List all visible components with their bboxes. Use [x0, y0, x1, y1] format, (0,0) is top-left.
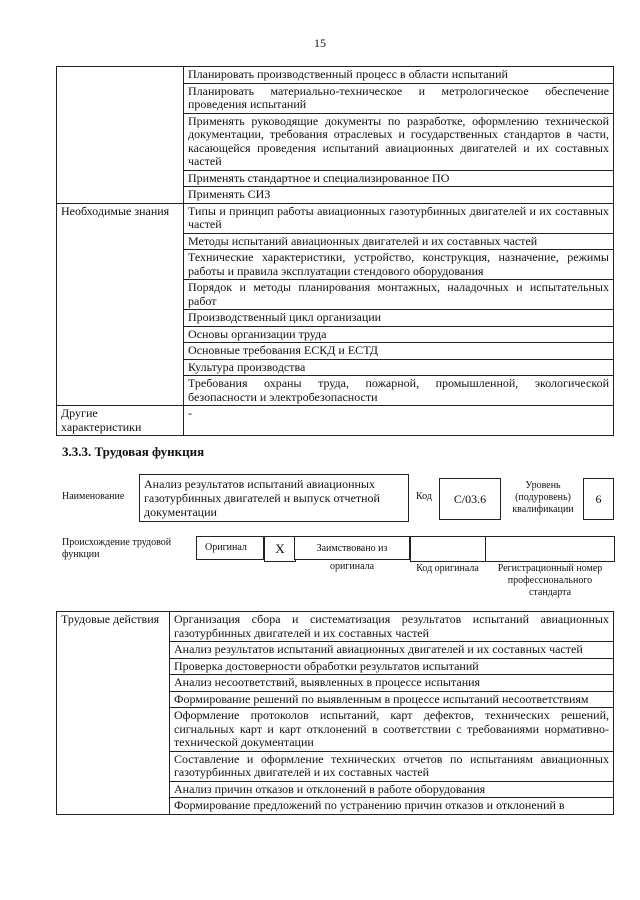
level-label: Уровень (подуровень) квалификации [512, 480, 574, 515]
table-cell: Применять руководящие документы по разработке, оформлению технической документации, требования отраслевых и государственных стандартов в части, касающейся проведения испытаний авиационных двигателей и их составных частей [184, 113, 614, 170]
name-label: Наименование [62, 491, 125, 502]
code-caption: Код оригинала [416, 563, 479, 574]
table-cell: Составление и оформление технических отчетов по испытаниям авиационных газотурбинных двигателей и их составных частей [170, 751, 614, 781]
table-cell: Проверка достоверности обработки результатов испытаний [170, 658, 614, 675]
original-label: Оригинал [205, 542, 247, 553]
table-cell: Планировать материально-техническое и метрологическое обеспечение проведения испытаний [184, 83, 614, 113]
reg-caption: Регистрационный номер профессионального стандарта [497, 563, 603, 598]
table-cell: Основные требования ЕСКД и ЕСТД [184, 343, 614, 360]
original-label-box [196, 536, 264, 560]
table-cell: Применять стандартное и специализированное ПО [184, 170, 614, 187]
level-value: 6 [583, 478, 614, 520]
table-cell: Анализ несоответствий, выявленных в процессе испытания [170, 675, 614, 692]
table-cell: Планировать производственный процесс в области испытаний [184, 67, 614, 84]
skills-knowledge-table [56, 66, 614, 436]
table-cell: Производственный цикл организации [184, 310, 614, 327]
table-cell: - [184, 406, 614, 436]
labor-actions-label: Трудовые действия [57, 612, 170, 815]
original-mark: X [264, 536, 296, 562]
table-label-cell [57, 67, 184, 204]
code-value: С/03.6 [439, 478, 501, 520]
borrowed-label: Заимствовано из оригинала [316, 543, 388, 572]
function-name-box [139, 474, 409, 522]
borrowed-box [294, 536, 410, 572]
table-cell: Формирование предложений по устранению причин отказов и отклонений в [170, 798, 614, 815]
table-cell: Применять СИЗ [184, 187, 614, 204]
function-name-value: Анализ результатов испытаний авиационных газотурбинных двигателей и выпуск отчетной документации [144, 477, 380, 519]
table-cell: Методы испытаний авиационных двигателей и их составных частей [184, 233, 614, 250]
table-cell: Типы и принцип работы авиационных газотурбинных двигателей и их составных частей [184, 203, 614, 233]
table-cell: Требования охраны труда, пожарной, промышленной, экологической безопасности и электробезопасности [184, 376, 614, 406]
table-cell: Формирование решений по выявленным в процессе испытаний несоответствиям [170, 691, 614, 708]
table-cell: Порядок и методы планирования монтажных, наладочных и испытательных работ [184, 280, 614, 310]
table-cell: Оформление протоколов испытаний, карт дефектов, технических решений, сигнальных карт и карт отклонений в соответствии с требованиями нормативно-технической документации [170, 708, 614, 752]
table-cell: Технические характеристики, устройство, конструкция, назначение, режимы работы и правила эксплуатации стендового оборудования [184, 250, 614, 280]
table-cell: Организация сбора и систематизация результатов испытаний авиационных газотурбинных двигателей и их составных частей [170, 612, 614, 642]
table-cell: Анализ причин отказов и отклонений в работе оборудования [170, 781, 614, 798]
reg-number-box [485, 536, 615, 562]
section-heading: 3.3.3. Трудовая функция [62, 444, 205, 459]
labor-actions-table [56, 611, 614, 815]
page-number: 15 [314, 36, 326, 50]
other-characteristics-label: Другие характеристики [57, 406, 184, 436]
table-cell: Культура производства [184, 359, 614, 376]
table-cell: Анализ результатов испытаний авиационных двигателей и их составных частей [170, 642, 614, 659]
required-knowledge-label: Необходимые знания [57, 203, 184, 406]
code-label: Код [416, 491, 432, 502]
original-code-box [410, 536, 487, 562]
origin-label: Происхождение трудовой функции [62, 537, 172, 560]
table-cell: Основы организации труда [184, 326, 614, 343]
